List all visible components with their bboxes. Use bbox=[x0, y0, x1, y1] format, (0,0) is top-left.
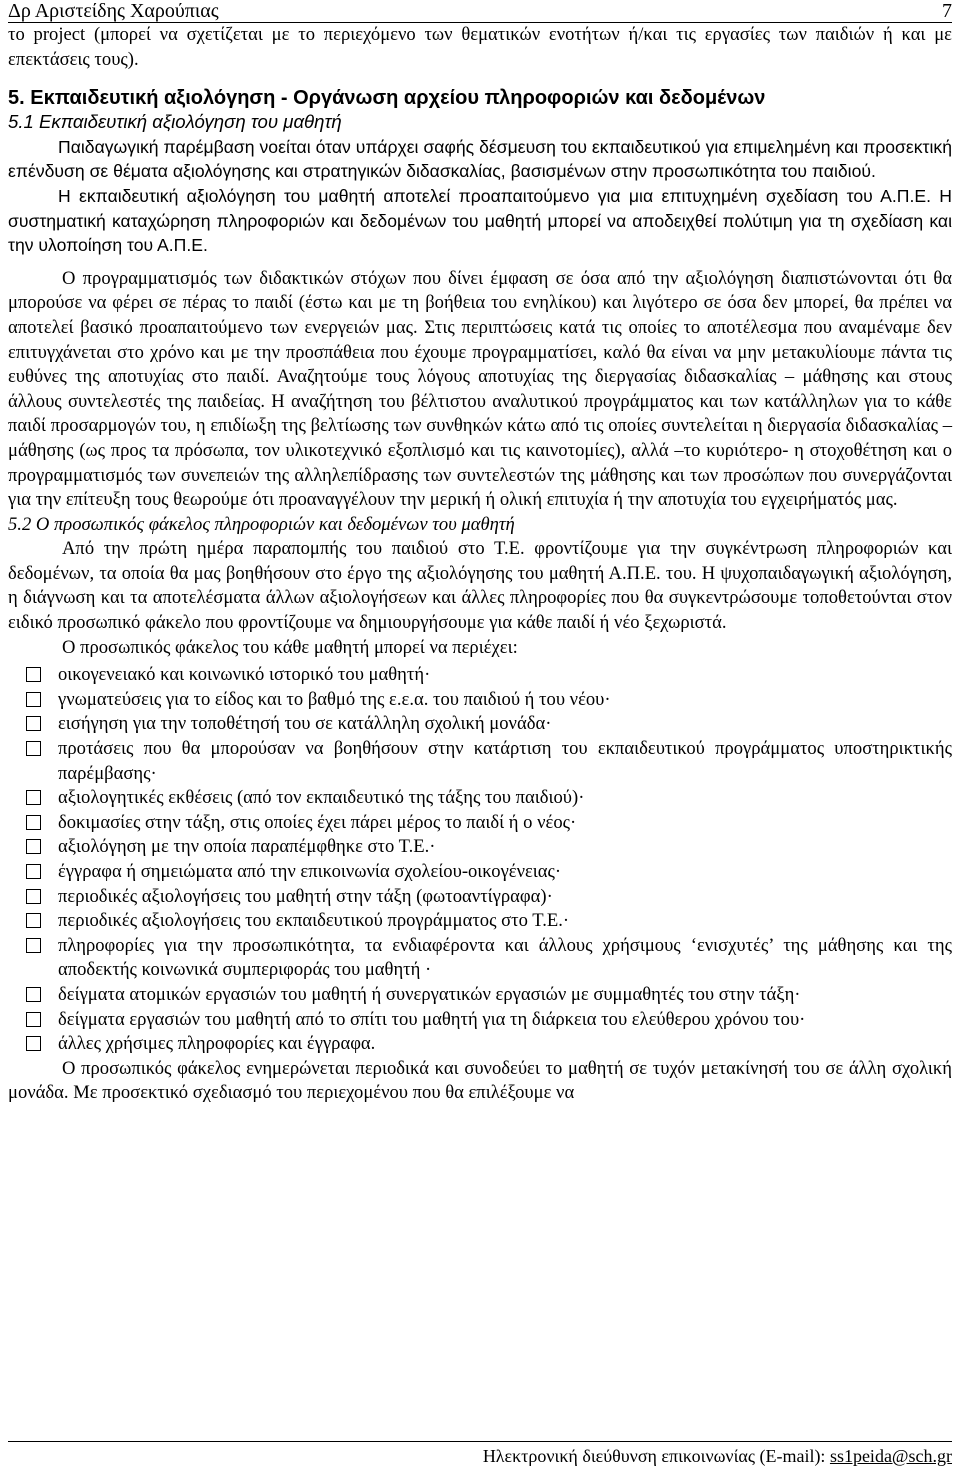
checkbox-icon bbox=[26, 815, 41, 830]
page-footer bbox=[483, 1445, 952, 1467]
checkbox-icon bbox=[26, 692, 41, 707]
checkbox-icon bbox=[26, 839, 41, 854]
checklist-item: έγγραφα ή σημειώματα από την επικοινωνία σχολείου-οικογένειας· bbox=[8, 860, 952, 885]
page-header bbox=[8, 0, 952, 23]
checkbox-icon bbox=[26, 716, 41, 731]
checklist-item: δείγματα εργασιών του μαθητή από το σπίτι του μαθητή για τη διάρκεια του ελεύθερου χρόνου του· bbox=[8, 1008, 952, 1033]
paragraph-goal-planning: Ο προγραμματισμός των διδακτικών στόχων που δίνει έμφαση σε όσα από την αξιολόγηση διαπιστώνονται ότι θα μπορούσε να φέρει σε πέρας το παιδί (έστω και με τη βοήθεια του ενηλίκου) και λιγότερο σε όσα δεν μπορεί, θα πρέπει να αποτελεί βασικό προαπαιτούμενο των ενεργειών μας. Στις περιπτώσεις κατά τις οποίες το αποτέλεσμα που αναμέναμε δεν επιτυγχάνεται στο χρόνο και με την προσπάθεια που έχουμε προγραμματίσει, καλό θα είναι να μην μετακυλίουμε πάντα τις ευθύνες της αποτυχίας στο παιδί. Αναζητούμε τους λόγους αποτυχίας της διεργασίας διδασκαλίας – μάθησης και στους άλλους συντελεστές της παιδείας. Η αναζήτηση του βέλτιστου αναλυτικού προγράμματος και των κατάλληλων για το κάθε παιδί προσαρμογών του, η επιδίωξη της βελτίωσης των συνθηκών κάτω από τις οποίες συντελείται η διεργασία διδασκαλίας – μάθησης (ως προς τα πρόσωπα, τον υλικοτεχνικό εξοπλισμό και τις καινοτομίες), αλλά –το κυριότερο- η στοχοθέτηση και ο προγραμματισμός των συνεπειών της αλληλεπίδρασης των συντελεστών της μάθησης και των προσώπων που συνεργάζονται για την επίτευξη τους θεωρούμε ότι προαναγγέλουν την μερική ή ολική επιτυχία ή την αποτυχία του εγχειρήματός μας. bbox=[8, 267, 952, 511]
section-5-1-heading: 5.1 Εκπαιδευτική αξιολόγηση του μαθητή bbox=[8, 111, 342, 133]
checkbox-icon bbox=[26, 1012, 41, 1027]
checklist-item: πληροφορίες για την προσωπικότητα, τα ενδιαφέροντα και άλλους χρήσιμους ‘ενισχυτές’ της μάθησης και της αποδεκτής κοινωνικά συμπεριφοράς του μαθητή · bbox=[8, 934, 952, 983]
checklist-item: γνωματεύσεις για το είδος και το βαθμό της ε.ε.α. του παιδιού ή του νέου· bbox=[8, 688, 952, 713]
checkbox-icon bbox=[26, 790, 41, 805]
checklist-item: περιοδικές αξιολογήσεις του μαθητή στην τάξη (φωτοαντίγραφα)· bbox=[8, 885, 952, 910]
checklist-intro: Ο προσωπικός φάκελος του κάθε μαθητή μπορεί να περιέχει: bbox=[62, 636, 518, 658]
checkbox-icon bbox=[26, 667, 41, 682]
checkbox-icon bbox=[26, 913, 41, 928]
paragraph-closing: Ο προσωπικός φάκελος ενημερώνεται περιοδικά και συνοδεύει το μαθητή σε τυχόν μετακίνησή του σε άλλη σχολική μονάδα. Με προσεκτικό σχεδιασμό του περιεχομένου που θα επιλέξουμε να bbox=[8, 1057, 952, 1104]
footer-email-link[interactable]: ss1peida@sch.gr bbox=[829, 1446, 952, 1466]
checklist-item: περιοδικές αξιολογήσεις του εκπαιδευτικού προγράμματος στο Τ.Ε.· bbox=[8, 909, 952, 934]
checklist-item: αξιολόγηση με την οποία παραπέμφθηκε στο Τ.Ε.· bbox=[8, 835, 952, 860]
checklist-item: εισήγηση για την τοποθέτησή του σε κατάλληλη σχολική μονάδα· bbox=[8, 712, 952, 737]
page-content bbox=[8, 23, 952, 1106]
section-5-2-heading: 5.2 Ο προσωπικός φάκελος πληροφοριών και δεδομένων του μαθητή bbox=[8, 513, 515, 535]
checklist-item: προτάσεις που θα μπορούσαν να βοηθήσουν στην κατάρτιση του εκπαιδευτικού προγράμματος υποστηρικτικής παρέμβασης· bbox=[8, 737, 952, 786]
checklist-item: δείγματα ατομικών εργασιών του μαθητή ή συνεργατικών εργασιών με συμμαθητές του στην τάξη· bbox=[8, 983, 952, 1008]
checklist-item: άλλες χρήσιμες πληροφορίες και έγγραφα. bbox=[8, 1032, 952, 1057]
checkbox-icon bbox=[26, 889, 41, 904]
header-author: Δρ Αριστείδης Χαρούπιας bbox=[8, 0, 219, 22]
checklist-item: δοκιμασίες στην τάξη, στις οποίες έχει πάρει μέρος το παιδί ή ο νέος· bbox=[8, 811, 952, 836]
paragraph-pedagogical-intervention: Παιδαγωγική παρέμβαση νοείται όταν υπάρχει σαφής δέσμευση του εκπαιδευτικού για επιμελημένη και προσεκτική επένδυση σε θέματα αξιολόγησης και στρατηγικών διδασκαλίας, βασισμένων στην προσωπικότητα του παιδιού. bbox=[8, 136, 952, 182]
footer-email-label: Ηλεκτρονική διεύθυνση επικοινωνίας (E-mail): bbox=[482, 1446, 826, 1466]
section-5-heading: 5. Εκπαιδευτική αξιολόγηση - Οργάνωση αρχείου πληροφοριών και δεδομένων bbox=[8, 87, 766, 110]
checkbox-icon bbox=[26, 938, 41, 953]
footer-divider bbox=[8, 1441, 952, 1442]
checkbox-icon bbox=[26, 864, 41, 879]
checkbox-icon bbox=[26, 987, 41, 1002]
checklist-item: αξιολογητικές εκθέσεις (από τον εκπαιδευτικό της τάξης του παιδιού)· bbox=[8, 786, 952, 811]
checklist bbox=[8, 663, 952, 1057]
paragraph-personal-file: Από την πρώτη ημέρα παραπομπής του παιδιού στο Τ.Ε. φροντίζουμε για την συγκέντρωση πληροφοριών και δεδομένων, τα οποία θα μας βοηθήσουν στο έργο της αξιολόγησης του μαθητή Α.Π.Ε. του. Η ψυχοπαιδαγωγική αξιολόγηση, η διάγνωση και τα αποτελέσματα άλλων αξιολογήσεων και άλλες πληροφορίες που θα συγκεντρώσουμε τοποθετούνται στον ειδικό προσωπικό φάκελο που φροντίζουμε να δημιουργήσουμε για κάθε παιδί ή νέο ξεχωριστά. bbox=[8, 538, 952, 634]
intro-continuation: το project (μπορεί να σχετίζεται με το περιεχόμενο των θεματικών ενοτήτων ή/και τις εργασίες των παιδιών ή και με επεκτάσεις τους). bbox=[8, 24, 952, 70]
checkbox-icon bbox=[26, 741, 41, 756]
checkbox-icon bbox=[26, 1036, 41, 1051]
page-number: 7 bbox=[942, 0, 952, 22]
checklist-item: οικογενειακό και κοινωνικό ιστορικό του μαθητή· bbox=[8, 663, 952, 688]
paragraph-student-assessment: Η εκπαιδευτική αξιολόγηση του μαθητή αποτελεί προαπαιτούμενο για μια επιτυχημένη σχεδίαση του Α.Π.Ε. Η συστηματική καταχώρηση πληροφοριών και δεδομένων του μαθητή μπορεί να αποδειχθεί πολύτιμη για τη σχεδίαση και την υλοποίηση του Α.Π.Ε. bbox=[8, 185, 952, 256]
